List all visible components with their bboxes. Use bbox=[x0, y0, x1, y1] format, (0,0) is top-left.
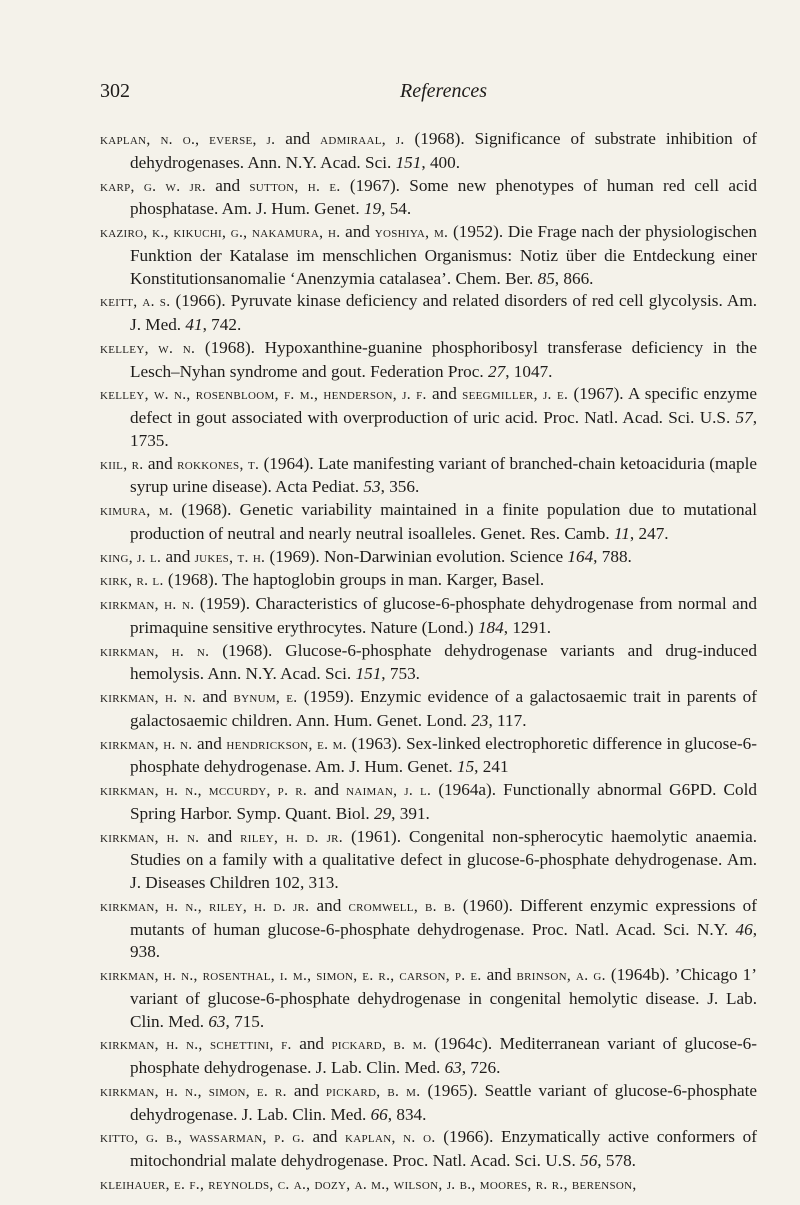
reference-volume: 66 bbox=[370, 1104, 388, 1124]
reference-authors: kaplan, n. o. bbox=[345, 1129, 436, 1147]
reference-entry bbox=[100, 337, 757, 384]
reference-text: (1960). Different enzymic expressions of mutants of human glucose-6-phosphate dehydrogenase. Proc. Natl. Acad. Sci. N.Y. bbox=[130, 895, 758, 939]
reference-authors: hendrickson, e. m. bbox=[226, 735, 347, 753]
reference-text: (1964b). ’Chicago 1’ variant of glucose-6-phosphate dehydrogenase in congenital hemolytic disease. J. Lab. Clin. Med. bbox=[130, 965, 757, 1031]
reference-text: , 726. bbox=[461, 1058, 501, 1077]
reference-volume: 57 bbox=[735, 408, 753, 427]
reference-list bbox=[100, 128, 757, 1197]
reference-entry bbox=[100, 453, 757, 500]
reference-text: (1969). Non-Darwinian evolution. Science bbox=[265, 546, 568, 566]
reference-text: (1964a). Functionally abnormal G6PD. Cold Spring Harbor. Symp. Quant. Biol. bbox=[130, 780, 757, 823]
reference-authors: karp, g. w. jr. bbox=[100, 177, 206, 195]
reference-text: and bbox=[426, 384, 463, 404]
reference-volume: 23 bbox=[471, 710, 489, 730]
reference-text: and bbox=[143, 453, 178, 473]
reference-entry bbox=[100, 1126, 757, 1173]
reference-text: , 356. bbox=[380, 477, 420, 497]
reference-volume: 46 bbox=[735, 919, 753, 939]
reference-volume: 184 bbox=[477, 617, 504, 637]
reference-entry bbox=[100, 569, 757, 593]
reference-entry bbox=[100, 546, 757, 570]
reference-authors: kirkman, h. n. bbox=[100, 689, 197, 706]
reference-entry bbox=[100, 290, 757, 337]
reference-text: (1967). Some new phenotypes of human red cell acid phosphatase. Am. J. Hum. Genet. bbox=[130, 175, 757, 219]
reference-entry bbox=[100, 640, 757, 687]
reference-volume: 151 bbox=[395, 152, 422, 172]
reference-text: , 241 bbox=[474, 757, 509, 777]
reference-authors: sutton, h. e. bbox=[249, 177, 341, 195]
reference-text: , 247. bbox=[629, 523, 669, 543]
reference-authors: rokkones, t. bbox=[177, 455, 260, 473]
reference-text: and bbox=[205, 175, 250, 195]
reference-authors: kleihauer, e. f., reynolds, c. a., dozy, a. m., wilson, j. b., moores, r. r., berenson, bbox=[100, 1175, 637, 1193]
reference-volume: 29 bbox=[373, 803, 392, 823]
reference-entry bbox=[100, 499, 757, 546]
reference-authors: kirkman, h. n., mccurdy, p. r. bbox=[100, 782, 308, 799]
reference-volume: 85 bbox=[537, 268, 555, 288]
reference-entry bbox=[100, 175, 757, 222]
reference-authors: pickard, b. m. bbox=[325, 1082, 421, 1100]
reference-text: (1966). Pyruvate kinase deficiency and related disorders of red cell glycolysis. Am. J. Med. bbox=[130, 291, 757, 334]
reference-volume: 19 bbox=[363, 199, 382, 219]
reference-authors: naiman, j. l. bbox=[346, 782, 432, 799]
reference-text: , 866. bbox=[554, 268, 594, 288]
reference-text: , 742. bbox=[202, 315, 242, 334]
reference-authors: kelley, w. n., rosenbloom, f. m., henderson, j. f. bbox=[100, 386, 427, 404]
reference-volume: 11 bbox=[613, 523, 630, 543]
reference-text: (1952). Die Frage nach der physiologischen Funktion der Katalase im menschlichen Organismus: Notiz über die Entdeckung einer Konstitutionsanomalie ‘Anenzymia catalasea’. Chem. Ber. bbox=[130, 222, 758, 288]
reference-text: , 1047. bbox=[505, 361, 553, 381]
reference-text: and bbox=[199, 826, 241, 846]
reference-text: and bbox=[304, 1127, 346, 1147]
reference-entry bbox=[100, 383, 757, 452]
reference-authors: kirkman, h. n. bbox=[100, 828, 200, 846]
reference-entry bbox=[100, 128, 757, 175]
reference-text: and bbox=[275, 129, 321, 148]
reference-authors: keitt, a. s. bbox=[100, 293, 171, 311]
reference-authors: kaziro, k., kikuchi, g., nakamura, h. bbox=[100, 224, 341, 241]
reference-text: , 117. bbox=[488, 710, 527, 730]
reference-text: (1968). Genetic variability maintained in a finite population due to mutational production of neutral and nearly neutral isoalleles. Genet. Res. Camb. bbox=[130, 500, 757, 543]
reference-text: (1968). Glucose-6-phosphate dehydrogenase variants and drug-induced hemolysis. Ann. N.Y. Acad. Sci. bbox=[130, 640, 757, 684]
reference-entry bbox=[100, 593, 757, 640]
reference-text: (1963). Sex-linked electrophoretic difference in glucose-6-phosphate dehydrogenase. Am. J. Hum. Genet. bbox=[130, 733, 757, 777]
reference-text: and bbox=[286, 1080, 326, 1100]
reference-authors: kaplan, n. o., everse, j. bbox=[100, 131, 276, 148]
reference-text: (1959). Characteristics of glucose-6-phosphate dehydrogenase from normal and primaquine sensitive erythrocytes. Nature (Lond.) bbox=[130, 594, 757, 637]
reference-text: (1967). A specific enzyme defect in gout associated with overproduction of uric acid. Proc. Natl. Acad. Sci. U.S. bbox=[130, 384, 757, 427]
reference-text: and bbox=[481, 965, 517, 984]
reference-volume: 63 bbox=[444, 1058, 462, 1077]
reference-authors: kirkman, h. n. bbox=[100, 642, 210, 660]
reference-volume: 15 bbox=[456, 757, 475, 777]
reference-text: (1965). Seattle variant of glucose-6-phosphate dehydrogenase. J. Lab. Clin. Med. bbox=[130, 1080, 757, 1124]
reference-authors: kirkman, h. n. bbox=[100, 596, 195, 613]
reference-authors: kimura, m. bbox=[100, 502, 173, 519]
reference-text: , 938. bbox=[130, 919, 757, 962]
reference-authors: riley, h. d. jr. bbox=[240, 828, 343, 846]
reference-authors: brinson, a. g. bbox=[516, 967, 606, 984]
reference-entry bbox=[100, 1080, 757, 1127]
reference-text: , 715. bbox=[225, 1011, 265, 1031]
reference-authors: yoshiya, m. bbox=[374, 224, 449, 241]
reference-text: and bbox=[340, 222, 375, 241]
reference-authors: king, j. l. bbox=[100, 548, 162, 566]
reference-text: and bbox=[196, 687, 234, 706]
reference-text: , 578. bbox=[597, 1151, 636, 1170]
reference-entry bbox=[100, 779, 757, 826]
reference-entry bbox=[100, 826, 757, 895]
reference-authors: seegmiller, j. e. bbox=[462, 386, 569, 404]
reference-entry bbox=[100, 221, 757, 290]
reference-authors: kirk, r. l. bbox=[100, 572, 164, 590]
reference-entry bbox=[100, 964, 757, 1033]
reference-authors: jukes, t. h. bbox=[194, 548, 266, 566]
page-title: References bbox=[400, 80, 487, 102]
reference-volume: 151 bbox=[355, 664, 382, 684]
reference-authors: kitto, g. b., wassarman, p. g. bbox=[100, 1129, 305, 1147]
reference-volume: 27 bbox=[488, 361, 506, 381]
reference-text: , 834. bbox=[387, 1104, 427, 1124]
reference-entry bbox=[100, 1033, 757, 1080]
reference-volume: 41 bbox=[185, 315, 203, 334]
reference-authors: kirkman, h. n., rosenthal, i. m., simon, e. r., carson, p. e. bbox=[100, 967, 482, 984]
reference-text: (1961). Congenital non-spherocytic haemolytic anaemia. Studies on a family with a qualitative defect in glucose-6-phosphate dehydrogenase. Am. J. Diseases Children 102, 313. bbox=[130, 826, 757, 892]
reference-text: and bbox=[291, 1034, 332, 1054]
reference-text: , 1291. bbox=[503, 617, 551, 637]
reference-authors: admiraal, j. bbox=[320, 131, 405, 148]
reference-authors: kirkman, h. n., riley, h. d. jr. bbox=[100, 897, 310, 915]
running-header bbox=[100, 80, 757, 110]
reference-authors: bynum, e. bbox=[233, 689, 298, 706]
reference-text: (1968). Significance of substrate inhibition of dehydrogenases. Ann. N.Y. Acad. Sci. bbox=[130, 129, 757, 172]
reference-entry bbox=[100, 733, 757, 780]
reference-text: (1966). Enzymatically active conformers of mitochondrial malate dehydrogenase. Proc. Natl. Acad. Sci. U.S. bbox=[130, 1127, 757, 1170]
reference-text: , 391. bbox=[391, 803, 430, 823]
reference-text: , 788. bbox=[593, 546, 632, 566]
reference-text: (1964c). Mediterranean variant of glucose-6-phosphate dehydrogenase. J. Lab. Clin. Med. bbox=[130, 1034, 757, 1077]
reference-entry bbox=[100, 686, 757, 733]
reference-text: (1968). The haptoglobin groups in man. Karger, Basel. bbox=[163, 570, 545, 590]
reference-text: (1968). Hypoxanthine-guanine phosphoribosyl transferase deficiency in the Lesch–Nyhan syndrome and gout. Federation Proc. bbox=[130, 337, 757, 381]
reference-text: , 400. bbox=[421, 152, 461, 172]
reference-text: (1959). Enzymic evidence of a galactosaemic trait in parents of galactosaemic children. Ann. Hum. Genet. Lond. bbox=[130, 687, 757, 730]
reference-text: , 1735. bbox=[130, 408, 757, 450]
reference-authors: cromwell, b. b. bbox=[348, 897, 456, 915]
reference-text: , 753. bbox=[381, 664, 420, 684]
reference-text: and bbox=[307, 780, 347, 799]
reference-entry bbox=[100, 895, 757, 964]
page-number: 302 bbox=[100, 80, 130, 102]
reference-authors: kirkman, h. n. bbox=[100, 735, 193, 753]
reference-text: and bbox=[192, 733, 227, 753]
reference-text: , 54. bbox=[381, 199, 412, 219]
reference-text: and bbox=[161, 546, 195, 566]
reference-authors: kiil, r. bbox=[100, 455, 144, 473]
reference-volume: 164 bbox=[567, 546, 594, 566]
reference-authors: pickard, b. m. bbox=[331, 1036, 427, 1054]
reference-authors: kelley, w. n. bbox=[100, 339, 196, 357]
reference-entry bbox=[100, 1173, 757, 1197]
reference-text: (1964). Late manifesting variant of branched-chain ketoaciduria (maple syrup urine disease). Acta Pediat. bbox=[130, 453, 757, 497]
reference-authors: kirkman, h. n., schettini, f. bbox=[100, 1036, 292, 1054]
reference-volume: 63 bbox=[208, 1011, 226, 1031]
reference-authors: kirkman, h. n., simon, e. r. bbox=[100, 1082, 287, 1100]
reference-volume: 56 bbox=[580, 1151, 598, 1170]
reference-volume: 53 bbox=[363, 477, 381, 497]
reference-text: and bbox=[309, 895, 349, 915]
